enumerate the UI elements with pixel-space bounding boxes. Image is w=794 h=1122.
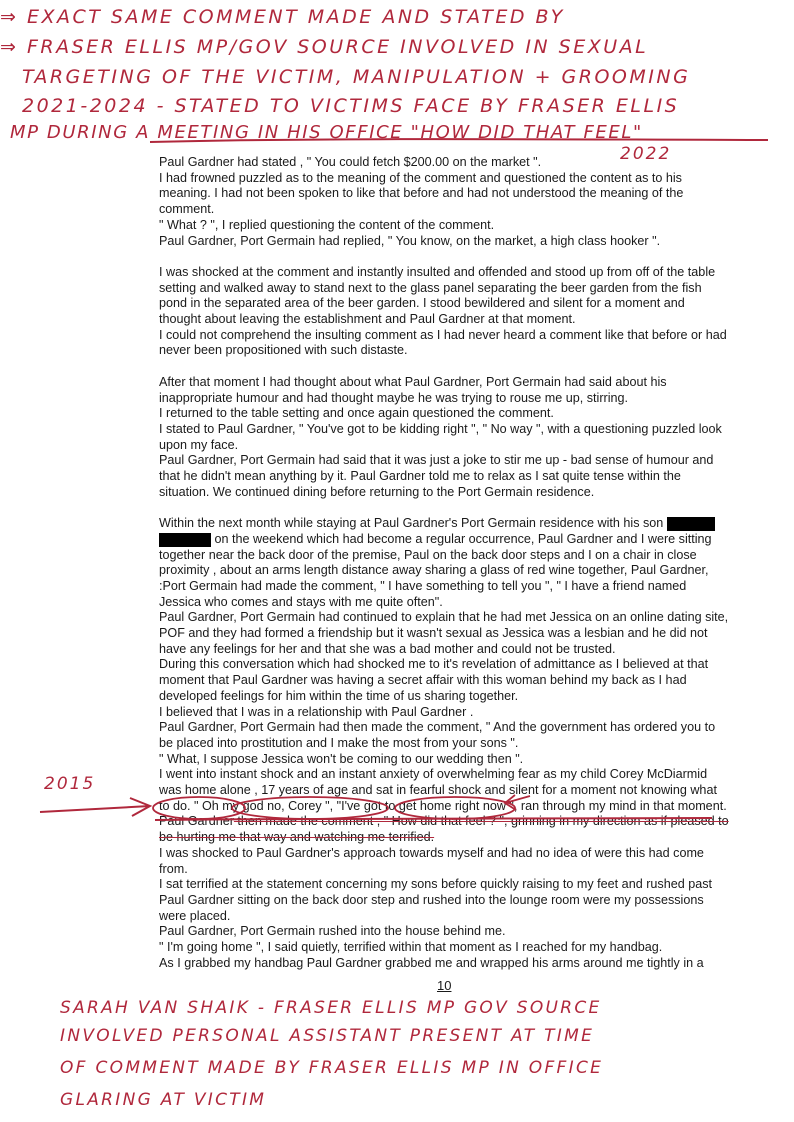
annotation-year-2015: 2015 (44, 774, 96, 794)
annotation-top-line2: ⇒ FRASER ELLIS MP/GOV SOURCE INVOLVED IN SEXUAL (0, 36, 649, 58)
paragraph-line: I returned to the table setting and once again questioned the comment. (159, 406, 554, 421)
annotation-bottom-line2: INVOLVED PERSONAL ASSISTANT PRESENT AT TIME (60, 1026, 595, 1046)
circled-name: Paul Gardner (159, 814, 234, 829)
paragraph-line: I sat terrified at the statement concerning my sons before quickly raising to my feet and rushed past Paul Gardner sitting on the back door step and rushed into the lounge room were my possessions were placed. (159, 877, 713, 923)
paragraph-line: I had frowned puzzled as to the meaning of the comment and questioned the content as to his meaning. I had not been spoken to like that before and had not understood the meaning of the comment. (159, 170, 684, 217)
comment-text: then made the comment , " How did that feel ? ", grinning in my direction as if pleased to be hurting me that way and watching me terrified. (159, 814, 729, 845)
paragraph-line: Paul Gardner, Port Germain had replied, " You know, on the market, a high class hooker ". (159, 233, 661, 248)
paragraph-line: " What ? ", I replied questioning the content of the comment. (159, 217, 495, 232)
arrow-icon (40, 798, 150, 816)
paragraph-line: Paul Gardner had stated , " You could fetch $200.00 on the market ". (159, 155, 542, 169)
annotation-year-2022: 2022 (620, 144, 672, 164)
annotation-bottom-line3: OF COMMENT MADE BY FRASER ELLIS MP IN OFFICE (60, 1058, 604, 1078)
paragraph-line: " What, I suppose Jessica won't be coming to our wedding then ". (159, 751, 524, 766)
annotation-top-line4: 2021-2024 - STATED TO VICTIMS FACE BY FRASER ELLIS (22, 95, 680, 117)
paragraph-line: " I'm going home ", I said quietly, terrified within that moment as I reached for my handbag. (159, 940, 663, 955)
annotation-top-line5: MP DURING A MEETING IN HIS OFFICE "HOW DID THAT FEEL" (10, 122, 643, 143)
annotation-bottom-line1: SARAH VAN SHAIK - FRASER ELLIS MP GOV SOURCE (60, 998, 602, 1018)
page-number: 10 (437, 978, 452, 993)
paragraph-line: I believed that I was in a relationship with Paul Gardner . (159, 704, 474, 719)
paragraph-line: I went into instant shock and an instant anxiety of overwhelming fear as my child Corey McDiarmid was home alone , 17 years of age and sat in fearful shock and silent for a moment not knowing what to do. " Oh my god no, Corey ", "I've got to get home right now ", ran through my mind in that moment. (159, 767, 727, 813)
paragraph-line: Paul Gardner, Port Germain had continued to explain that he had met Jessica on an online dating site, POF and they had formed a friendship but it wasn't sexual as Jessica was a lesbian and he did not have any feelings for her and that she was a bad mother and could not be trusted. (159, 610, 729, 656)
paragraph-line: Paul Gardner, Port Germain had then made the comment, " And the government has ordered you to be placed into prostitution and I make the most from your sons ". (159, 720, 716, 750)
highlighted-comment-line (159, 814, 729, 845)
document-body (159, 155, 729, 972)
paragraph-line: After that moment I had thought about what Paul Gardner, Port Germain had said about his inappropriate humour and had thought maybe he was trying to rouse me up, stirring. (159, 374, 667, 405)
annotation-top-line1: ⇒ EXACT SAME COMMENT MADE AND STATED BY (0, 6, 565, 28)
paragraph-text: Within the next month while staying at Paul Gardner's Port Germain residence with his son (159, 516, 664, 531)
paragraph-line: I was shocked to Paul Gardner's approach towards myself and had no idea of were this had come from. (159, 845, 704, 876)
annotation-bottom-line4: GLARING AT VICTIM (60, 1090, 267, 1110)
paragraph-line: I stated to Paul Gardner, " You've got to be kidding right ", " No way ", with a questioning puzzled look upon my face. (159, 421, 722, 452)
paragraph-line: During this conversation which had shocked me to it's revelation of admittance as I believed at that moment that Paul Gardner was having a secret affair with this woman behind my back as I had developed feelings for him within the time of us sharing together. (159, 657, 709, 703)
paragraph-line: I was shocked at the comment and instantly insulted and offended and stood up from off of the table setting and walked away to stand next to the glass panel separating the beer garden from the fish pond in the separated area of the beer garden. I stood bewildered and silent for a moment and thought about leaving the establishment and Paul Gardner at that moment. (159, 264, 716, 327)
paragraph-line: As I grabbed my handbag Paul Gardner grabbed me and wrapped his arms around me tightly in a (159, 955, 704, 970)
paragraph-line: I could not comprehend the insulting comment as I had never heard a comment like that before or had never been propositioned with such distaste. (159, 327, 727, 358)
paragraph-text: on the weekend which had become a regular occurrence, Paul Gardner and I were sitting together near the back door of the premise, Paul on the back door steps and I on a chair in close proximity , about an arms length distance away sharing a glass of red wine together, Paul Gardner, :Port Germain had made the comment, " I have something to tell you ", " I have a friend named Jessica who comes and stays with me quite often". (159, 531, 712, 609)
paragraph-line (159, 516, 729, 610)
redaction-box (667, 517, 715, 531)
redaction-box (159, 533, 211, 547)
paragraph-line: Paul Gardner, Port Germain rushed into the house behind me. (159, 924, 506, 939)
paragraph-line: Paul Gardner, Port Germain had said that it was just a joke to stir me up - bad sense of humour and that he didn't mean anything by it. Paul Gardner told me to relax as I sat quite tense within the situation. We continued dining before returning to the Port Germain residence. (159, 453, 714, 499)
annotation-top-line3: TARGETING OF THE VICTIM, MANIPULATION + GROOMING (22, 66, 691, 88)
